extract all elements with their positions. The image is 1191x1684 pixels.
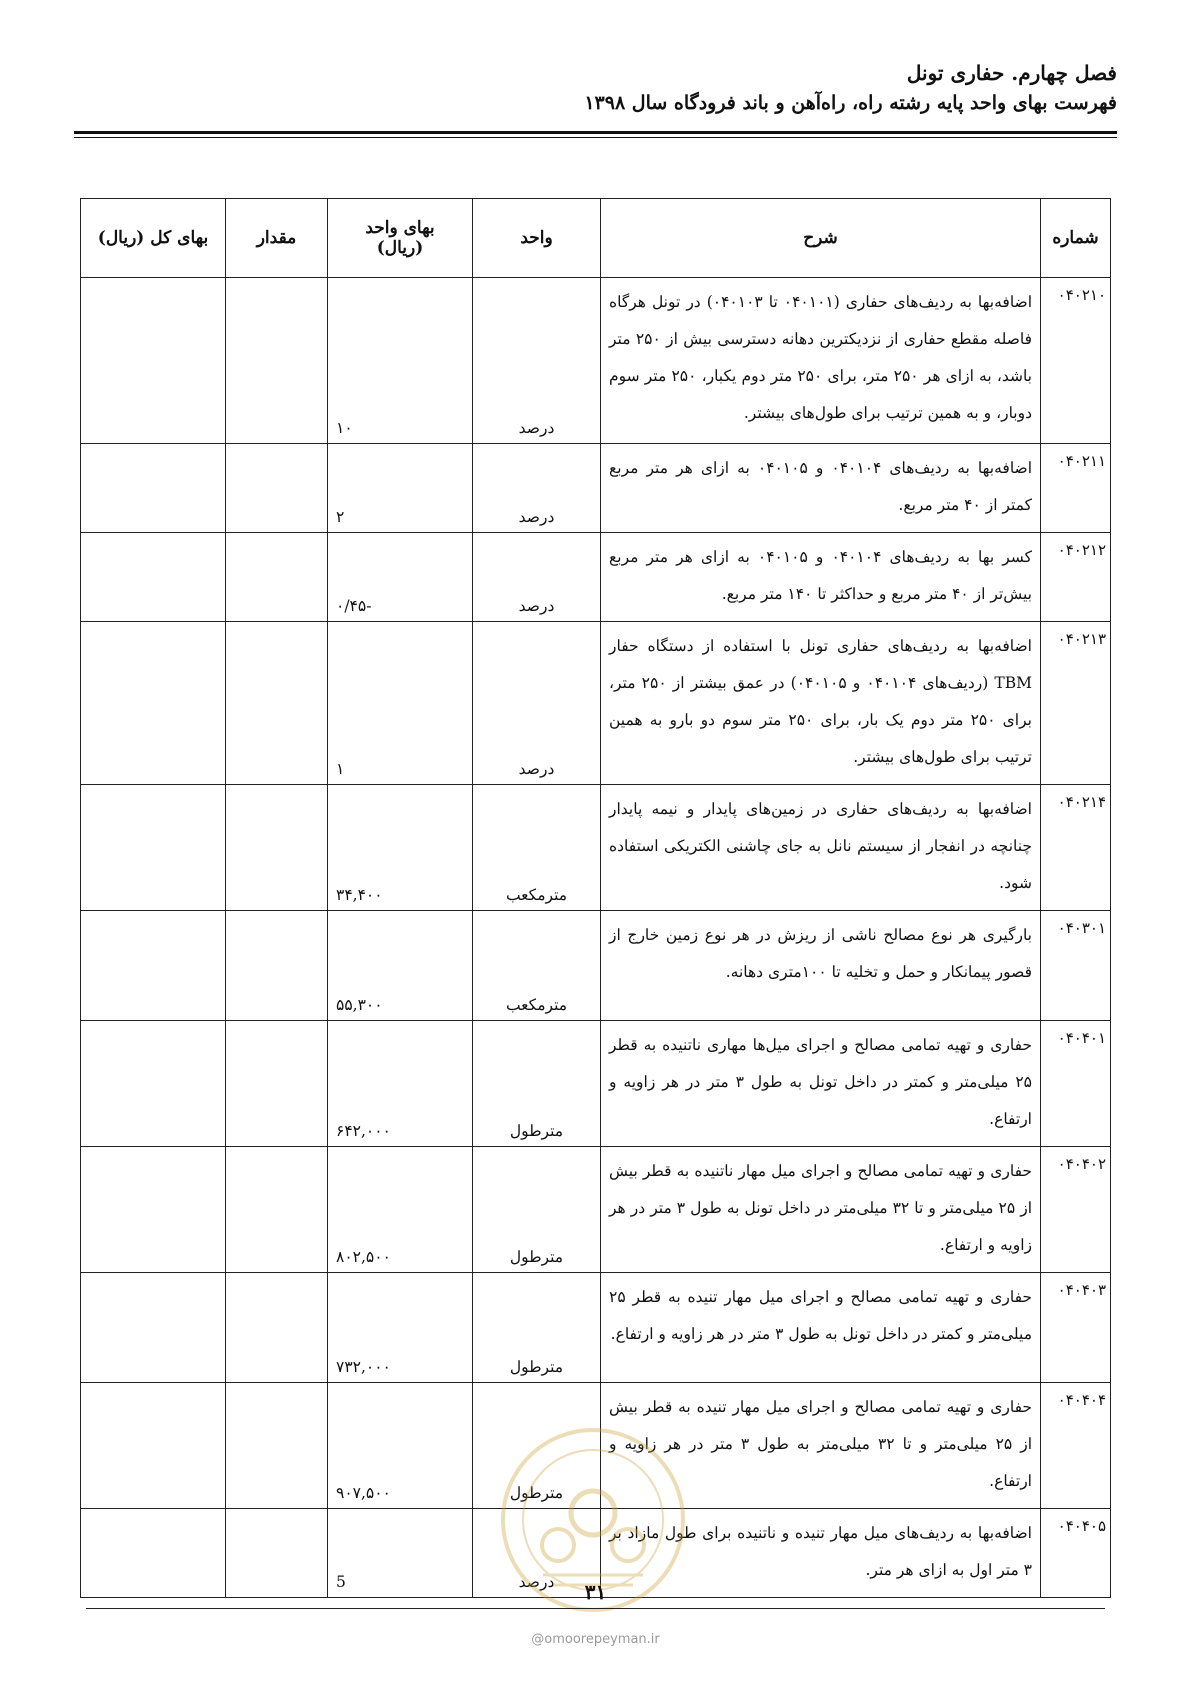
row-description: اضافه‌بها به ردیف‌های ۰۴۰۱۰۴ و ۰۴۰۱۰۵ به ازای هر متر مربع کمتر از ۴۰ متر مربع. xyxy=(601,444,1041,533)
row-total-price xyxy=(81,1383,226,1509)
row-unit-price: ۱ xyxy=(328,622,473,785)
row-quantity xyxy=(226,911,328,1021)
table-row xyxy=(81,785,1111,911)
row-unit: مترمکعب xyxy=(473,911,601,1021)
row-unit-price: ۷۳۲,۰۰۰ xyxy=(328,1273,473,1383)
row-description: حفاری و تهیه تمامی مصالح و اجرای میل مهار ناتنیده به قطر بیش از ۲۵ میلی‌متر و تا ۳۲ میلی‌متر در داخل تونل به طول ۳ متر در هر زاویه و ارتفاع. xyxy=(601,1147,1041,1273)
table-row xyxy=(81,622,1111,785)
header-unit-price-line1: بهای واحد xyxy=(365,218,435,238)
row-description: اضافه‌بها به ردیف‌های میل مهار تنیده و ناتنیده برای طول مازاد بر ۳ متر اول به ازای هر متر. xyxy=(601,1509,1041,1598)
row-description: اضافه‌بها به ردیف‌های حفاری در زمین‌های پایدار و نیمه پایدار چنانچه در انفجار از سیستم نانل به جای چاشنی الکتریکی استفاده شود. xyxy=(601,785,1041,911)
row-total-price xyxy=(81,785,226,911)
row-unit-price: ۶۴۲,۰۰۰ xyxy=(328,1021,473,1147)
header-description: شرح xyxy=(601,199,1041,278)
row-number: ۰۴۰۴۰۳ xyxy=(1041,1273,1111,1383)
row-quantity xyxy=(226,1273,328,1383)
row-unit-price: ۹۰۷,۵۰۰ xyxy=(328,1383,473,1509)
row-unit: مترطول xyxy=(473,1273,601,1383)
header-unit-price xyxy=(328,199,473,278)
row-number: ۰۴۰۲۱۱ xyxy=(1041,444,1111,533)
row-unit-price: -۰/۴۵ xyxy=(328,533,473,622)
row-unit-price: ۸۰۲,۵۰۰ xyxy=(328,1147,473,1273)
price-table xyxy=(80,198,1111,1598)
row-number: ۰۴۰۲۱۳ xyxy=(1041,622,1111,785)
row-description: کسر بها به ردیف‌های ۰۴۰۱۰۴ و ۰۴۰۱۰۵ به ازای هر متر مربع بیش‌تر از ۴۰ متر مربع و حداکثر تا ۱۴۰ متر مربع. xyxy=(601,533,1041,622)
row-quantity xyxy=(226,1021,328,1147)
row-number: ۰۴۰۴۰۵ xyxy=(1041,1509,1111,1598)
table-row xyxy=(81,444,1111,533)
table-header-row xyxy=(81,199,1111,278)
row-quantity xyxy=(226,1147,328,1273)
row-number: ۰۴۰۲۱۲ xyxy=(1041,533,1111,622)
row-unit: درصد xyxy=(473,278,601,444)
row-number: ۰۴۰۲۱۰ xyxy=(1041,278,1111,444)
header-unit-price-line2: (ریال) xyxy=(376,238,424,258)
row-unit-price: ۵۵,۳۰۰ xyxy=(328,911,473,1021)
header-rule-thick xyxy=(74,131,1117,134)
row-total-price xyxy=(81,444,226,533)
row-number: ۰۴۰۴۰۱ xyxy=(1041,1021,1111,1147)
row-total-price xyxy=(81,278,226,444)
row-unit-price: ۲ xyxy=(328,444,473,533)
row-number: ۰۴۰۴۰۴ xyxy=(1041,1383,1111,1509)
row-number: ۰۴۰۴۰۲ xyxy=(1041,1147,1111,1273)
header-number: شماره xyxy=(1041,199,1111,278)
row-quantity xyxy=(226,1383,328,1509)
table-row xyxy=(81,1273,1111,1383)
row-unit: مترطول xyxy=(473,1383,601,1509)
row-total-price xyxy=(81,1021,226,1147)
row-total-price xyxy=(81,911,226,1021)
row-total-price xyxy=(81,622,226,785)
row-description: حفاری و تهیه تمامی مصالح و اجرای میل مهار تنیده به قطر بیش از ۲۵ میلی‌متر و تا ۳۲ میلی‌متر به طول ۳ متر در هر زاویه و ارتفاع. xyxy=(601,1383,1041,1509)
row-unit: مترطول xyxy=(473,1021,601,1147)
chapter-title: فصل چهارم. حفاری تونل xyxy=(906,61,1117,85)
document-subtitle: فهرست بهای واحد پایه رشته راه، راه‌آهن و باند فرودگاه سال ۱۳۹۸ xyxy=(584,92,1117,114)
row-total-price xyxy=(81,1147,226,1273)
row-quantity xyxy=(226,622,328,785)
table-row xyxy=(81,1147,1111,1273)
row-quantity xyxy=(226,444,328,533)
footer-rule xyxy=(86,1608,1105,1609)
row-description: اضافه‌بها به ردیف‌های حفاری تونل با استفاده از دستگاه حفار TBM (ردیف‌های ۰۴۰۱۰۴ و ۰۴۰۱۰۵) در عمق بیشتر از ۲۵۰ متر، برای ۲۵۰ متر دوم یک بار، برای ۲۵۰ متر سوم دو بارو به همین ترتیب برای طول‌های بیشتر. xyxy=(601,622,1041,785)
row-unit: مترطول xyxy=(473,1147,601,1273)
row-unit: درصد xyxy=(473,622,601,785)
row-quantity xyxy=(226,785,328,911)
header-rule-thin xyxy=(74,137,1117,138)
row-unit: مترمکعب xyxy=(473,785,601,911)
page-header xyxy=(74,58,1117,118)
row-unit: درصد xyxy=(473,533,601,622)
row-description: حفاری و تهیه تمامی مصالح و اجرای میل‌ها مهاری ناتنیده به قطر ۲۵ میلی‌متر و کمتر در داخل تونل به طول ۳ متر در هر زاویه و ارتفاع. xyxy=(601,1021,1041,1147)
row-description: بارگیری هر نوع مصالح ناشی از ریزش در هر نوع زمین خارج از قصور پیمانکار و حمل و تخلیه تا ۱۰۰متری دهانه. xyxy=(601,911,1041,1021)
page-number: ۳۱ xyxy=(584,1580,607,1604)
row-total-price xyxy=(81,1273,226,1383)
header-quantity: مقدار xyxy=(226,199,328,278)
table-row xyxy=(81,911,1111,1021)
row-unit: درصد xyxy=(473,1509,601,1598)
row-number: ۰۴۰۳۰۱ xyxy=(1041,911,1111,1021)
row-unit: درصد xyxy=(473,444,601,533)
table-row xyxy=(81,278,1111,444)
row-total-price xyxy=(81,533,226,622)
row-unit-price: ۳۴,۴۰۰ xyxy=(328,785,473,911)
row-quantity xyxy=(226,533,328,622)
row-number: ۰۴۰۲۱۴ xyxy=(1041,785,1111,911)
watermark-text: @omoorepeyman.ir xyxy=(531,1632,660,1647)
row-unit-price: 5 xyxy=(328,1509,473,1598)
header-total-price: بهای کل (ریال) xyxy=(81,199,226,278)
header-unit: واحد xyxy=(473,199,601,278)
row-description: اضافه‌بها به ردیف‌های حفاری (۰۴۰۱۰۱ تا ۰۴۰۱۰۳) در تونل هرگاه فاصله مقطع حفاری از نزدیکترین دهانه دسترسی بیش از ۲۵۰ متر باشد، به ازای هر ۲۵۰ متر، برای ۲۵۰ متر دوم یکبار، ۲۵۰ متر سوم دوبار، و به همین ترتیب برای طول‌های بیشتر. xyxy=(601,278,1041,444)
row-description: حفاری و تهیه تمامی مصالح و اجرای میل مهار تنیده به قطر ۲۵ میلی‌متر و کمتر در داخل تونل به طول ۳ متر در هر زاویه و ارتفاع. xyxy=(601,1273,1041,1383)
table-row xyxy=(81,1021,1111,1147)
row-quantity xyxy=(226,278,328,444)
row-unit-price: ۱۰ xyxy=(328,278,473,444)
table-row xyxy=(81,533,1111,622)
